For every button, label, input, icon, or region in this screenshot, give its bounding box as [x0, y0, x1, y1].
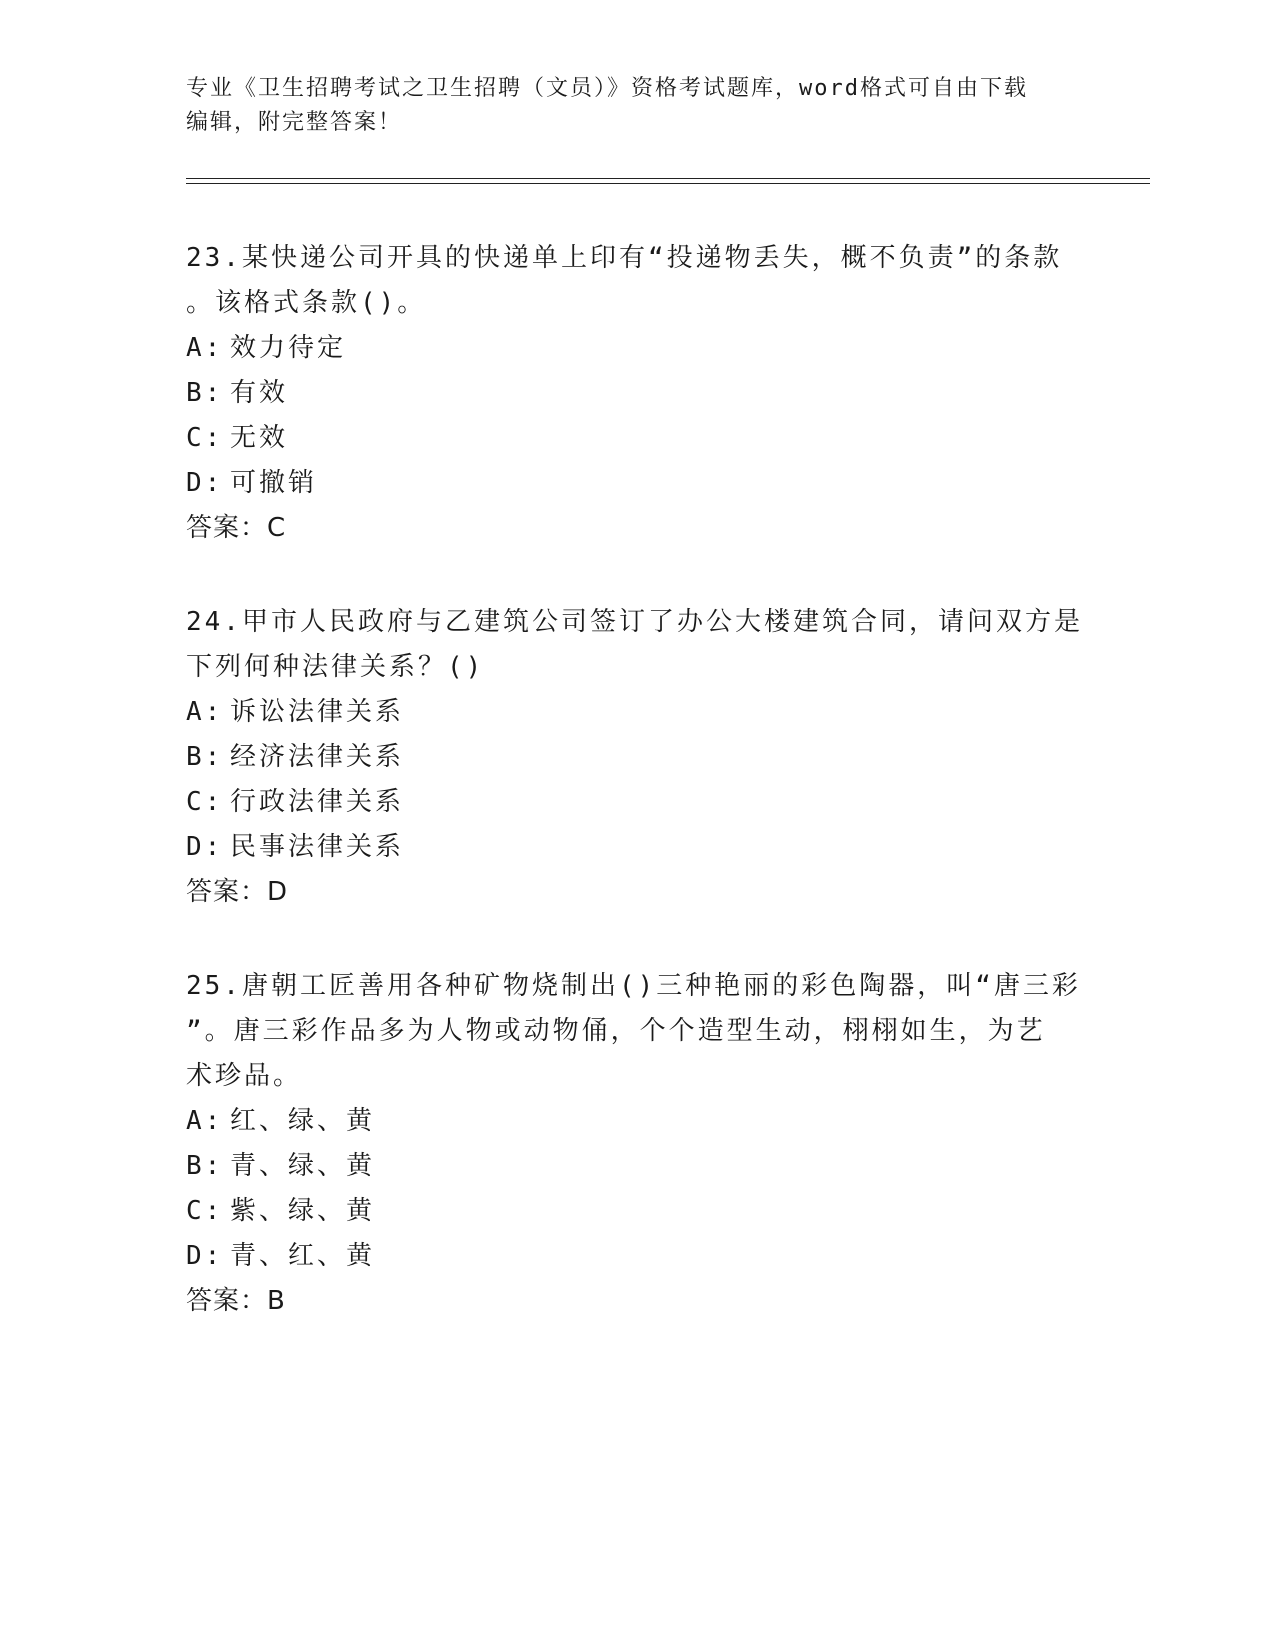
- option-text: 行政法律关系: [230, 787, 405, 817]
- option-a: [186, 326, 1086, 371]
- option-key: D:: [186, 1241, 224, 1271]
- question-stem-line: 24.甲市人民政府与乙建筑公司签订了办公大楼建筑合同，请问双方是: [186, 607, 1083, 637]
- option-key: C:: [186, 1196, 224, 1226]
- header-divider-top: [186, 178, 1150, 179]
- option-key: D:: [186, 832, 224, 862]
- question-stem-line: 25.唐朝工匠善用各种矿物烧制出()三种艳丽的彩色陶器，叫“唐三彩: [186, 971, 1081, 1001]
- option-key: A:: [186, 697, 224, 727]
- question-stem-line: 术珍品。: [186, 1061, 303, 1091]
- option-key: C:: [186, 423, 224, 453]
- question-stem-line: ”。唐三彩作品多为人物或动物俑，个个造型生动，栩栩如生，为艺: [186, 1016, 1046, 1046]
- option-d: [186, 825, 1086, 870]
- question-stem-line: 。该格式条款()。: [186, 288, 427, 318]
- option-d: [186, 1234, 1086, 1279]
- option-key: B:: [186, 742, 224, 772]
- document-header: [186, 72, 1086, 140]
- option-text: 青、红、黄: [230, 1241, 376, 1271]
- option-c: [186, 416, 1086, 461]
- option-text: 无效: [230, 423, 289, 453]
- answer-line: 答案：B: [186, 1286, 286, 1316]
- option-text: 紫、绿、黄: [230, 1196, 376, 1226]
- header-line-1: 专业《卫生招聘考试之卫生招聘（文员）》资格考试题库，word格式可自由下载: [186, 76, 1028, 101]
- option-key: C:: [186, 787, 224, 817]
- header-divider-bottom: [186, 183, 1150, 184]
- option-text: 诉讼法律关系: [230, 697, 405, 727]
- option-a: [186, 690, 1086, 735]
- option-d: [186, 461, 1086, 506]
- option-key: A:: [186, 333, 224, 363]
- option-b: [186, 1144, 1086, 1189]
- option-key: D:: [186, 468, 224, 498]
- header-line-2: 编辑，附完整答案！: [186, 110, 403, 135]
- question-23: [186, 236, 1086, 551]
- question-stem-line: 23.某快递公司开具的快递单上印有“投递物丢失，概不负责”的条款: [186, 243, 1063, 273]
- option-text: 可撤销: [230, 468, 318, 498]
- option-key: B:: [186, 1151, 224, 1181]
- option-c: [186, 1189, 1086, 1234]
- option-b: [186, 735, 1086, 780]
- question-24: [186, 600, 1086, 915]
- option-text: 民事法律关系: [230, 832, 405, 862]
- option-a: [186, 1099, 1086, 1144]
- option-text: 有效: [230, 378, 289, 408]
- option-text: 经济法律关系: [230, 742, 405, 772]
- answer-line: 答案：D: [186, 877, 289, 907]
- question-stem-line: 下列何种法律关系？(): [186, 652, 485, 682]
- option-b: [186, 371, 1086, 416]
- option-text: 红、绿、黄: [230, 1106, 376, 1136]
- option-c: [186, 780, 1086, 825]
- option-key: A:: [186, 1106, 224, 1136]
- answer-line: 答案：C: [186, 513, 287, 543]
- option-key: B:: [186, 378, 224, 408]
- option-text: 效力待定: [230, 333, 347, 363]
- question-25: [186, 964, 1086, 1324]
- option-text: 青、绿、黄: [230, 1151, 376, 1181]
